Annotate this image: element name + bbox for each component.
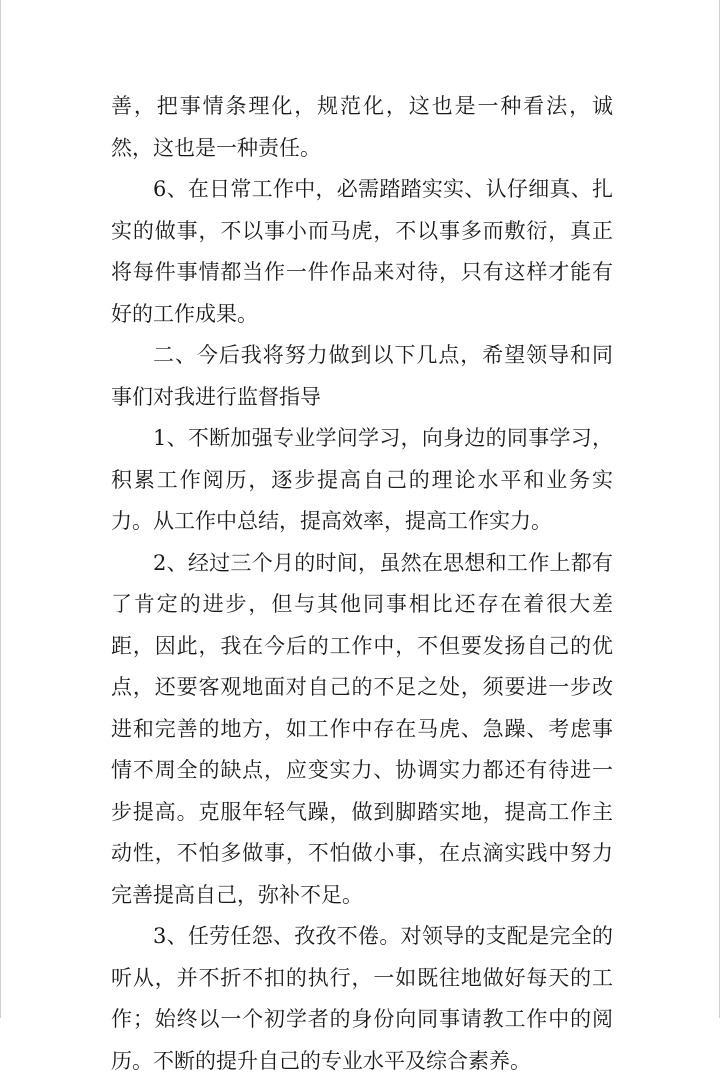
paragraph-section-2-heading: 二、今后我将努力做到以下几点，希望领导和同事们对我进行监督指导 xyxy=(111,343,613,409)
paragraph-item-2: 2、经过三个月的时间，虽然在思想和工作上都有了肯定的进步，但与其他同事相比还存在着很大差距，因此，我在今后的工作中，不但要发扬自己的优点，还要客观地面对自己的不足之处，须要进一步改进和完善的地方，如工作中存在马虎、急躁、考虑事情不周全的缺点，应变实力、协调实力都还有待进一步提高。克服年轻气躁，做到脚踏实地，提高工作主动性，不怕多做事，不怕做小事，在点滴实践中努力完善提高自己，弥补不足。 xyxy=(111,550,613,907)
paragraph-item-1: 1、不断加强专业学问学习，向身边的同事学习，积累工作阅历，逐步提高自己的理论水平和业务实力。从工作中总结，提高效率，提高工作实力。 xyxy=(111,426,613,533)
paragraph-item-6: 6、在日常工作中，必需踏踏实实、认仔细真、扎实的做事，不以事小而马虎，不以事多而敷衍，真正将每件事情都当作一件作品来对待，只有这样才能有好的工作成果。 xyxy=(111,177,613,326)
document-body xyxy=(111,86,613,1082)
paragraph-item-3: 3、任劳任怨、孜孜不倦。对领导的支配是完全的听从，并不折不扣的执行，一如既往地做好每天的工作；始终以一个初学者的身份向同事请教工作中的阅历。不断的提升自己的专业水平及综合素养。 xyxy=(111,924,613,1073)
paragraph-continuation: 善，把事情条理化，规范化，这也是一种看法，诚然，这也是一种责任。 xyxy=(111,94,613,160)
